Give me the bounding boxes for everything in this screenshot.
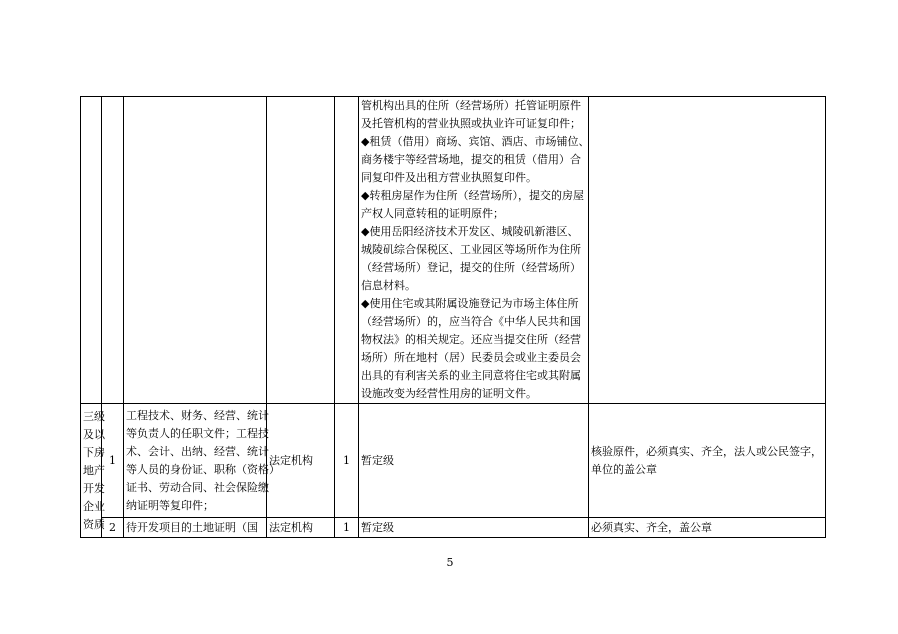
text-line: 工程技术、财务、经营、统计 (126, 408, 269, 422)
text-line: 物权法》的相关规定。还应当提交住所（经营 (361, 333, 581, 346)
text-line: 出具的有利害关系的业主同意将住宅或其附属 (361, 369, 581, 382)
text-line: 商务楼宇等经营场地，提交的租赁（借用）合 (361, 153, 581, 166)
category-line: 及以 (83, 427, 105, 441)
materials-table (80, 96, 826, 538)
name-cell (124, 404, 280, 518)
table-row (81, 404, 826, 518)
table-row (81, 518, 826, 538)
text-line: 设施改变为经营性用房的证明文件。 (361, 387, 537, 400)
count-cell-empty (335, 97, 359, 404)
category-line: 企业 (83, 499, 105, 513)
name-cell-empty (124, 97, 267, 404)
number-cell: 1 (102, 404, 124, 518)
text-line: 纳证明等复印件； (126, 498, 214, 512)
text-line: 等负责人的任职文件；工程技 (126, 426, 269, 440)
category-line: 开发 (83, 481, 105, 495)
count-cell: 1 (335, 518, 359, 538)
category-line: 资质 (83, 517, 105, 531)
text-line: 核验原件，必须真实、齐全，法人或公民签字， (591, 444, 822, 458)
text-line: 必须真实、齐全，盖公章 (591, 520, 712, 534)
category-cell-empty (81, 97, 102, 404)
text-line: 场所）所在地村（居）民委员会或业主委员会 (361, 351, 581, 364)
basis-cell-empty (267, 97, 335, 404)
requirement-cell: 暂定级 (359, 518, 589, 538)
text-line: ◆使用住宅或其附属设施登记为市场主体住所 (361, 297, 579, 310)
text-line: 管机构出具的住所（经营场所）托管证明原件 (361, 99, 581, 112)
text-line: ◆租赁（借用）商场、宾馆、酒店、市场铺位、 (361, 135, 590, 148)
text-line: （经营场所）登记，提交的住所（经营场所） (361, 261, 581, 274)
text-line: 待开发项目的土地证明（国 (126, 520, 258, 534)
category-cell (81, 404, 105, 538)
text-line: ◆转租房屋作为住所（经营场所），提交的房屋 (361, 189, 584, 202)
text-line: 同复印件及出租方营业执照复印件。 (361, 171, 537, 184)
category-line: 下房 (83, 445, 105, 459)
category-line: 地产 (83, 463, 105, 477)
text-line: 及托管机构的营业执照或执业许可证复印件； (361, 117, 581, 130)
basis-cell: 法定机构 (267, 404, 335, 518)
text-line: （经营场所）的，应当符合《中华人民共和国 (361, 315, 581, 328)
text-line: ◆使用岳阳经济技术开发区、城陵矶新港区、 (361, 225, 579, 238)
text-line: 城陵矶综合保税区、工业园区等场所作为住所 (361, 243, 581, 256)
text-line: 等人员的身份证、职称（资格） (126, 462, 280, 476)
name-cell (124, 518, 267, 538)
count-cell: 1 (335, 404, 359, 518)
basis-cell: 法定机构 (267, 518, 335, 538)
note-cell (589, 404, 826, 518)
text-line: 产权人同意转租的证明原件； (361, 207, 504, 220)
number-cell: 2 (102, 518, 124, 538)
text-line: 信息材料。 (361, 279, 416, 292)
page-number: 5 (446, 556, 454, 569)
requirement-cell: 暂定级 (359, 404, 589, 518)
note-cell-empty (589, 97, 826, 404)
note-cell (589, 518, 826, 538)
text-line: 单位的盖公章 (591, 462, 657, 476)
text-line: 术、会计、出纳、经营、统计 (126, 444, 269, 458)
text-line: 证书、劳动合同、社会保险缴 (126, 480, 269, 494)
requirement-cell-continuation (359, 97, 589, 404)
category-line: 三级 (83, 409, 105, 423)
table-row-continuation (81, 97, 826, 404)
number-cell-empty (102, 97, 124, 404)
